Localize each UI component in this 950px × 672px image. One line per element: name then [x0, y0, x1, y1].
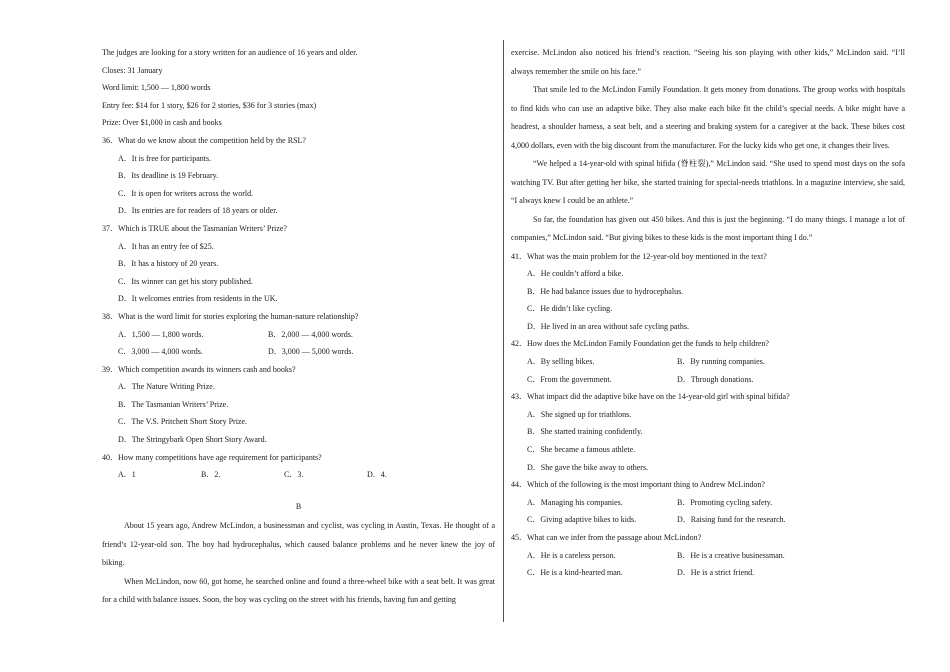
question-stem: 45．What can we infer from the passage about McLindon? — [511, 533, 702, 542]
passage-paragraph: exercise. McLindon also noticed his friend’s reaction. “Seeing his son playing with other kids,” McLindon said. “I’ll always remember the smile on his face.” — [511, 48, 905, 76]
options-row — [102, 466, 495, 484]
option-c: C．From the government. — [527, 374, 612, 384]
question-37 — [102, 220, 495, 308]
options-row — [102, 326, 495, 344]
question-45 — [511, 529, 905, 582]
options-row — [511, 494, 905, 512]
option-a: A．Managing his companies. — [527, 497, 623, 507]
options-row — [511, 511, 905, 529]
option-b: B．She started training confidently. — [527, 427, 643, 437]
question-40 — [102, 449, 495, 484]
question-stem: 44．Which of the following is the most important thing to Andrew McLindon? — [511, 480, 765, 490]
option-a: A．The Nature Writing Prize. — [118, 382, 215, 392]
options-row — [511, 353, 905, 371]
column-divider — [503, 40, 504, 622]
option-c: C．Its winner can get his story published. — [118, 276, 253, 286]
option-d: D．He lived in an area without safe cycling paths. — [527, 321, 689, 331]
question-38 — [102, 308, 495, 361]
options-row — [102, 343, 495, 361]
question-43 — [511, 388, 905, 476]
option-a: A．She signed up for triathlons. — [527, 409, 632, 419]
option-c: C．She became a famous athlete. — [527, 445, 636, 455]
question-stem: 41．What was the main problem for the 12-year-old boy mentioned in the text? — [511, 251, 767, 261]
intro-line: Closes: 31 January — [102, 65, 163, 75]
option-a: A．He couldn’t afford a bike. — [527, 269, 624, 279]
option-b: B．It has a history of 20 years. — [118, 259, 219, 269]
option-d: D．The Stringybark Open Short Story Award. — [118, 435, 267, 445]
option-b: B．Promoting cycling safety. — [677, 497, 773, 507]
option-c: C．The V.S. Pritchett Short Story Prize. — [118, 417, 248, 427]
option-c: C．3. — [284, 470, 304, 480]
passage-paragraph: That smile led to the McLindon Family Foundation. It gets money from donations. The group works with hospitals to find kids who can use an adaptive bike. They also make each bike fit the child’s special needs. A bike might have a headrest, a shoulder harness, a seat belt, and a steering and braking system for a caregiver at the back. These bikes cost 4,000 dollars, even with the big discount from the manufacturer. For the lucky kids who get one, it changes their lives. — [511, 85, 905, 150]
section-heading: B — [295, 501, 302, 511]
intro-line: The judges are looking for a story written for an audience of 16 years and older. — [102, 48, 358, 57]
option-b: B．2. — [201, 470, 221, 480]
question-stem: 40．How many competitions have age requirement for participants? — [102, 452, 322, 462]
question-stem: 36．What do we know about the competition held by the RSL? — [102, 135, 306, 145]
option-d: D．She gave the bike away to others. — [527, 462, 649, 472]
option-d: D．Raising fund for the research. — [677, 515, 786, 525]
option-d: D．Through donations. — [677, 374, 754, 384]
option-a: A．1,500 — 1,800 words. — [118, 329, 204, 339]
passage-paragraph: “We helped a 14-year-old with spinal bifida (脊柱裂),” McLindon said. “She used to spend most days on the sofa watching TV. But after getting her bike, she started training for special-needs triathlons. In a magazine interview, she said, “I always knew I could be an athlete.” — [511, 159, 905, 205]
option-c: C．He is a kind-hearted man. — [527, 568, 623, 578]
option-b: B．Its deadline is 19 February. — [118, 171, 219, 181]
option-b: B．The Tasmanian Writers’ Prize. — [118, 399, 229, 409]
option-d: D．3,000 — 5,000 words. — [268, 347, 354, 357]
question-36 — [102, 132, 495, 220]
question-stem: 39．Which competition awards its winners cash and books? — [102, 364, 296, 374]
left-column — [102, 44, 495, 610]
option-d: D．It welcomes entries from residents in the UK. — [118, 294, 278, 304]
options-row — [511, 547, 905, 565]
option-d: D．4. — [367, 470, 387, 480]
option-b: B．He had balance issues due to hydrocephalus. — [527, 286, 684, 296]
option-a: A．It has an entry fee of $25. — [118, 241, 214, 251]
option-d: D．Its entries are for readers of 18 years or older. — [118, 206, 278, 216]
question-stem: 38．What is the word limit for stories exploring the human-nature relationship? — [102, 311, 359, 321]
option-c: C．3,000 — 4,000 words. — [118, 347, 203, 357]
question-stem: 37．Which is TRUE about the Tasmanian Writers’ Prize? — [102, 223, 287, 233]
options-row — [511, 371, 905, 389]
option-d: D．He is a strict friend. — [677, 568, 755, 578]
question-39 — [102, 361, 495, 449]
passage-paragraph: When McLindon, now 60, got home, he searched online and found a three-wheel bike with a seat belt. It was great for a child with balance issues. Soon, the boy was cycling on the street with his friends, having fun and getting — [102, 576, 495, 605]
question-42 — [511, 335, 905, 388]
question-41 — [511, 248, 905, 336]
option-a: A．He is a careless person. — [527, 550, 616, 560]
option-a: A．It is free for participants. — [118, 153, 212, 163]
right-column — [511, 44, 905, 582]
passage-paragraph: About 15 years ago, Andrew McLindon, a businessman and cyclist, was cycling in Austin, Texas. He thought of a friend’s 12-year-old son. The boy had hydrocephalus, which caused balance problems and he never knew the joy of biking. — [102, 521, 495, 568]
options-row — [511, 564, 905, 582]
passage-paragraph: So far, the foundation has given out 450 bikes. And this is just the beginning. “I do many things. I manage a lot of companies,” McLindon said. “But giving bikes to these kids is the most important thing I do.” — [511, 214, 905, 242]
question-stem: 42．How does the McLindon Family Foundation get the funds to help children? — [511, 339, 769, 349]
intro-line: Prize: Over $1,000 in cash and books — [102, 118, 222, 128]
option-b: B．He is a creative businessman. — [677, 550, 785, 560]
option-c: C．Giving adaptive bikes to kids. — [527, 515, 637, 525]
question-stem: 43．What impact did the adaptive bike have on the 14-year-old girl with spinal bifida? — [511, 392, 790, 402]
intro-line: Entry fee: $14 for 1 story, $26 for 2 stories, $36 for 3 stories (max) — [102, 100, 317, 110]
option-b: B．By running companies. — [677, 357, 765, 367]
intro-line: Word limit: 1,500 — 1,800 words — [102, 83, 211, 93]
option-c: C．It is open for writers across the world. — [118, 188, 254, 198]
question-44 — [511, 476, 905, 529]
option-a: A．By selling bikes. — [527, 357, 595, 367]
option-b: B．2,000 — 4,000 words. — [268, 329, 353, 339]
option-a: A．1 — [118, 470, 136, 480]
option-c: C．He didn’t like cycling. — [527, 304, 613, 314]
